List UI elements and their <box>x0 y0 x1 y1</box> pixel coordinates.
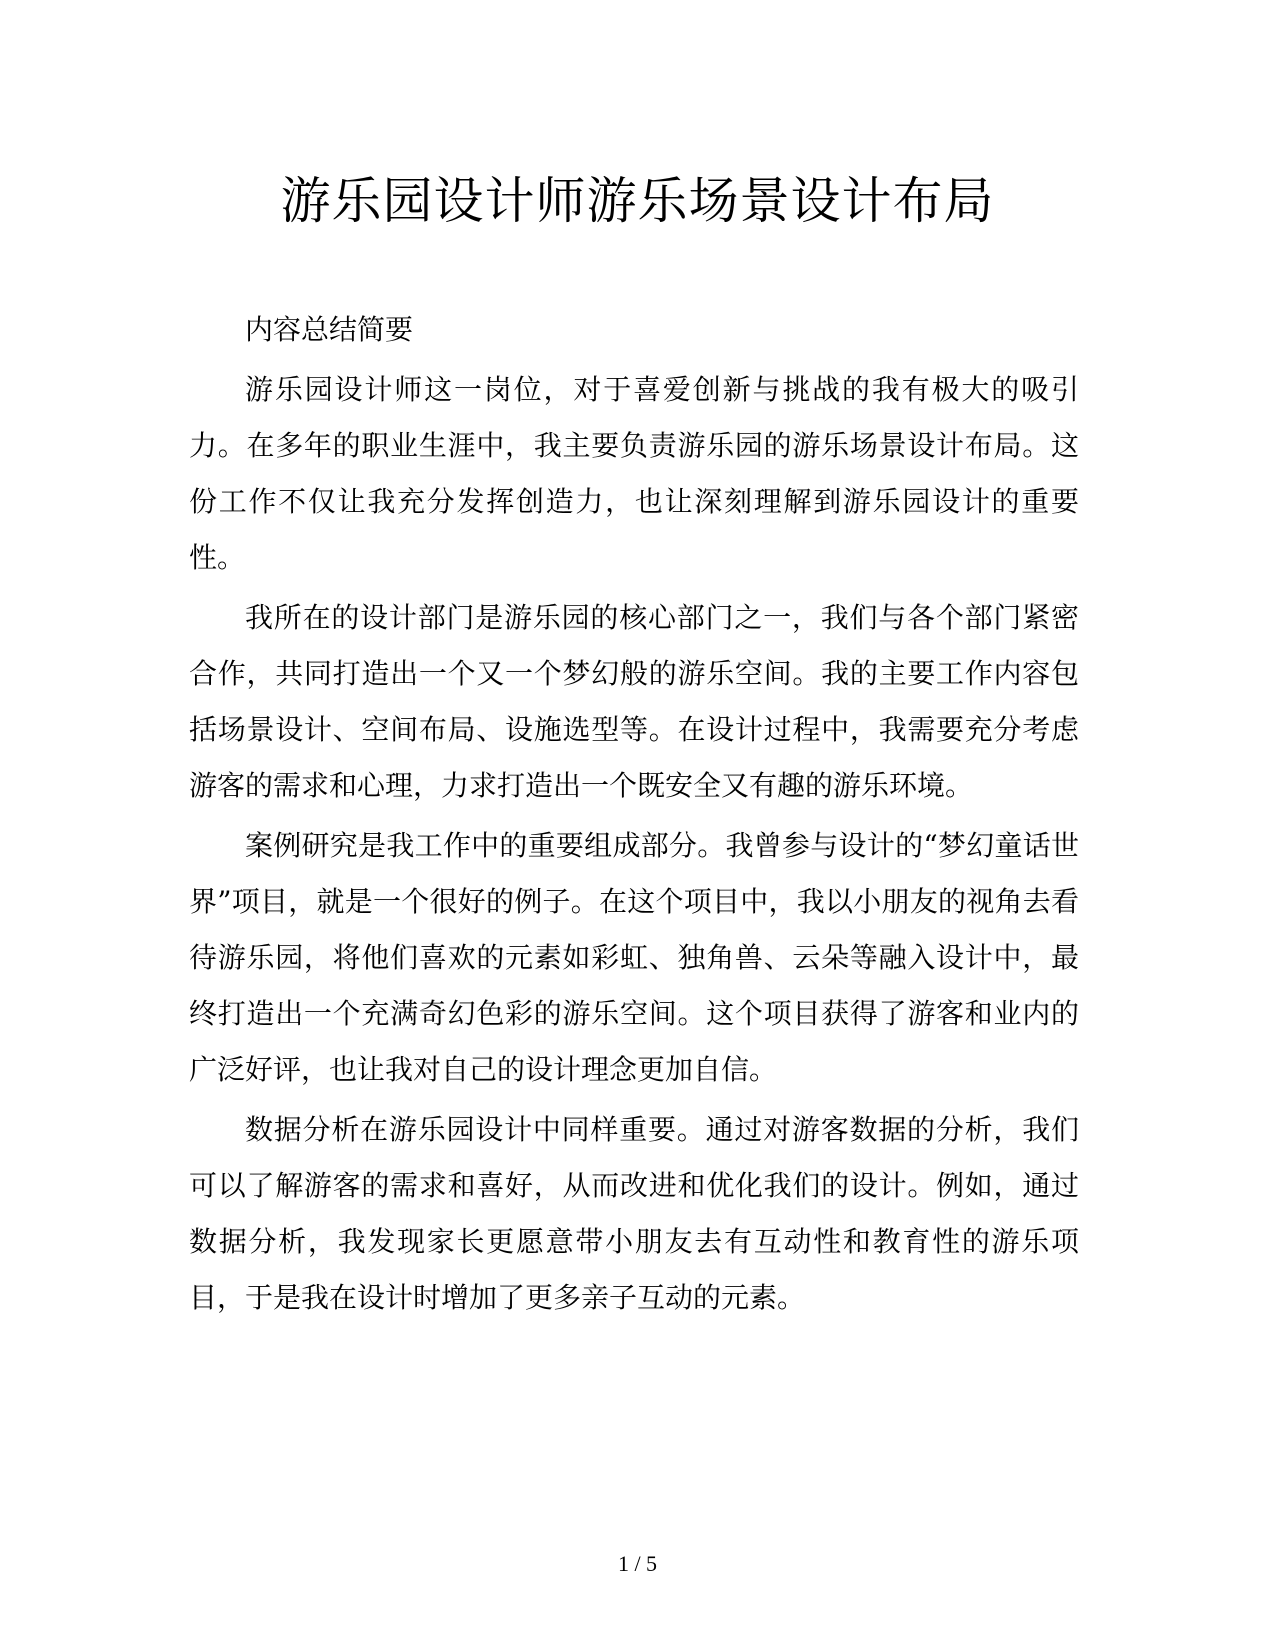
document-title: 游乐园设计师游乐场景设计布局 <box>280 172 995 230</box>
body-paragraph-1: 游乐园设计师这一岗位，对于喜爱创新与挑战的我有极大的吸引力。在多年的职业生涯中，我主要负责游乐园的游乐场景设计布局。这份工作不仅让我充分发挥创造力，也让深刻理解到游乐园设计的重要性。 <box>189 373 1079 574</box>
summary-heading: 内容总结简要 <box>245 313 414 346</box>
document-body <box>189 302 1079 1326</box>
body-paragraph-3: 案例研究是我工作中的重要组成部分。我曾参与设计的“梦幻童话世界”项目，就是一个很好的例子。在这个项目中，我以小朋友的视角去看待游乐园，将他们喜欢的元素如彩虹、独角兽、云朵等融入设计中，最终打造出一个充满奇幻色彩的游乐空间。这个项目获得了游客和业内的广泛好评，也让我对自己的设计理念更加自信。 <box>189 829 1079 1086</box>
page-number: 1 / 5 <box>617 1551 658 1576</box>
body-paragraph-4: 数据分析在游乐园设计中同样重要。通过对游客数据的分析，我们可以了解游客的需求和喜好，从而改进和优化我们的设计。例如，通过数据分析，我发现家长更愿意带小朋友去有互动性和教育性的游乐项目，于是我在设计时增加了更多亲子互动的元素。 <box>189 1113 1079 1314</box>
body-paragraph-2: 我所在的设计部门是游乐园的核心部门之一，我们与各个部门紧密合作，共同打造出一个又一个梦幻般的游乐空间。我的主要工作内容包括场景设计、空间布局、设施选型等。在设计过程中，我需要充分考虑游客的需求和心理，力求打造出一个既安全又有趣的游乐环境。 <box>189 601 1079 802</box>
